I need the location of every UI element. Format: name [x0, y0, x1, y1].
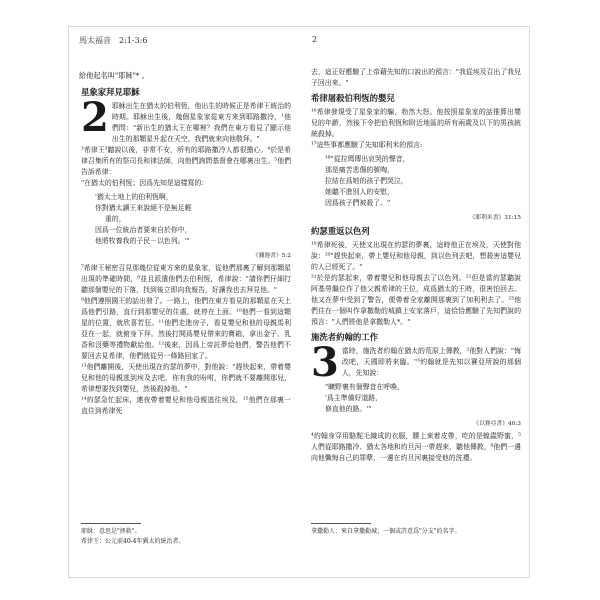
paragraph: ⁹他們遵照國王的話出發了。一路上，他們在東方看見的那顆星在天上爲他們引路，直行到那嬰兒的住處，就停在上面。¹⁰他們一看到這顆星的位置，就欣喜若狂。¹¹他們走進房子，看見嬰兒和他的母親馬利亞在一起，就俯身下拜。然後打開爲嬰兒帶來的寶箱，拿出金子、乳香和沒藥等禮物獻給他。¹²後來，因爲上帝託夢給他們，警告他們不要回去見希律，他們就從另一條路回家了。 — [81, 297, 291, 360]
footnotes-right — [311, 527, 521, 537]
poem-line: 你對猶太讀王來說絕不是無足輕 — [95, 204, 192, 212]
paragraph: ¹⁹希律死後，天使又出現在約瑟的夢裏，這時他正在埃及，天使對他說：²⁰"趕快起來，帶上嬰兒和他母親，到以色列去吧，想殺害這嬰兒的人已經死了。" — [311, 241, 521, 271]
poem-line: '猶太土地上的伯利恆啊， — [95, 193, 173, 201]
page-header — [79, 35, 519, 49]
footnote: 拿撒勒人：來自拿撒勒城；一個或許意爲"分支"的名字。 — [311, 528, 461, 535]
paragraph: ³希律王³聽說以後，非常不安，所有的耶路撒冷人都很擔心。⁴於是希律召集所有的祭司長和律法師，向他們詢問基督會在哪裏出生。⁵他們告訴希律： — [81, 146, 291, 176]
paragraph: ⁴約翰身穿用駱駝毛織成的衣服，腰上束着皮帶，吃的是蝗蟲野蜜，⁵人們從耶路撒冷、猶太各地和約旦河一帶趕來，聽他傳教，⁶他們一邊向他懺悔自己的罪孽，一邊在約旦河裏接受他的洗禮。 — [311, 432, 521, 462]
poem-quote — [325, 154, 521, 209]
paragraph-with-dropcap — [81, 94, 291, 145]
poem-line: 因爲孩子們被殺了。" — [325, 199, 391, 207]
paragraph: ¹⁶希律發現受了星象家的騙，勃然大怒。他按照星象家的話推算出嬰兒的年齡，然後下令把伯利恆和附近地區的所有兩歲及以下的男孩統統殺掉。 — [311, 108, 521, 138]
section-title: 施洗者約翰的工作 — [311, 332, 378, 342]
poem-line: 修直他的路。'" — [325, 405, 372, 413]
quote-source: 《彌迦書》5:2 — [252, 253, 291, 259]
poem-line: 重的， — [105, 215, 126, 223]
poem-line: 拉結在爲她的孩子們哭泣， — [325, 177, 408, 185]
footnotes-left — [81, 527, 291, 547]
left-column — [81, 83, 291, 417]
footnote-divider — [81, 523, 141, 524]
paragraph: ¹⁴約瑟急忙起床，連夜帶着嬰兒和他母親逃往埃及，¹⁵他們在那裏一直住到希律死 — [81, 396, 291, 415]
quote-source: 《耶利米書》31:15 — [469, 215, 521, 221]
footnote-divider — [311, 523, 371, 524]
poem-quote — [95, 192, 291, 247]
quote-source: 《以賽亞書》40:3 — [473, 421, 521, 427]
paragraph: 耶穌出生在猶太的伯利恆，他出生的時候正是希律王統治的時期。耶穌出生後，幾個星象家從東方來到耶路撒冷，¹他們問："新出生的猶太王在哪裡？我們在東方看見了顯示他出生的那顆星升起在天空，我們就來向他敬拜。" — [111, 102, 291, 143]
footnote: 耶穌：意思是"拯救"。 — [81, 528, 141, 535]
paragraph: ¹³他們離開後，天使出現在約瑟的夢中，對他說："趕快起來，帶着嬰兒和他的母親逃到埃及去吧，你有我的吩咐，你們就不要離開那兒，希律想要找到嬰兒，然後殺掉他。" — [81, 363, 291, 393]
section-title: 星象家拜見耶穌 — [81, 87, 140, 97]
paragraph: ²¹於是約瑟起來，帶着嬰兒和他母親去了以色列。²²但是當約瑟聽說阿基勞繼位作了他父親希律的王位，成爲猶太的王時，很害怕回去。他又在夢中受到了警告，便帶着全家離開那裏到了加利利去了。²³他們住在一個叫作拿撒勒的城鎮上安家落戶，這恰恰應驗了先知們說的預言："人們將他是拿撒勒人*。" — [311, 274, 521, 326]
poem-line: '爲主準備好道路， — [325, 394, 383, 402]
page-number: 2 — [312, 35, 318, 44]
paragraph-with-dropcap — [311, 339, 521, 386]
poem-line: 因爲一位統治者要來自於你中， — [95, 226, 192, 234]
poem-quote — [325, 382, 521, 415]
poem-line: 他將牧養我的子民－以色列。'" — [95, 237, 190, 245]
poem-line: "曠野裏有個聲音在呼喚， — [325, 383, 404, 391]
poem-line: 她聽不進別人的安慰， — [325, 188, 394, 196]
paragraph: ⁷希律王秘密召見那幾位從東方來的星象家，從他們那裏了解到那顆星出現的準確時間，⁸並且派遣他們去伯利恆，希律說："請你們仔細打聽那個嬰兒的下落，找到後立即向我報告，好讓我也去拜見他。" — [81, 264, 291, 294]
footnote: 希律王：公元前40-4年猶太的統治者。 — [81, 538, 185, 545]
poem-line: ¹⁸"從拉瑪傳出哀哭的聲音， — [325, 155, 410, 163]
chapter-dropcap: 3 — [311, 339, 339, 386]
chapter-reference: 馬太福音 2:1-3:6 — [79, 36, 148, 45]
paragraph: 去，這正好應驗了上帝藉先知的口說出的預言："我從埃及召出了我兒子回出來。" — [311, 68, 521, 87]
section-title: 希律屠殺伯利恆的嬰兒 — [311, 93, 395, 103]
section-title: 約瑟重返以色列 — [311, 226, 370, 236]
continued-text: 給他起名叫"耶穌"* 。 — [79, 71, 149, 80]
right-column — [311, 67, 521, 464]
chapter-dropcap: 2 — [81, 94, 109, 141]
paragraph: 當時，施洗者約翰在猶太的荒原上傳教，²他對人們說："悔改吧，天國即將來臨。"³約翰就是先知以賽亞所說的那個人，先知說： — [341, 347, 521, 377]
poem-line: 那是痛苦悲傷的號啕， — [325, 166, 394, 174]
paragraph: "在猶太的伯利恆；因爲先知是這樣寫的： — [81, 179, 209, 187]
book-page — [68, 26, 530, 578]
paragraph: ¹⁷這些事都應驗了先知耶利米的預言: — [311, 141, 423, 149]
